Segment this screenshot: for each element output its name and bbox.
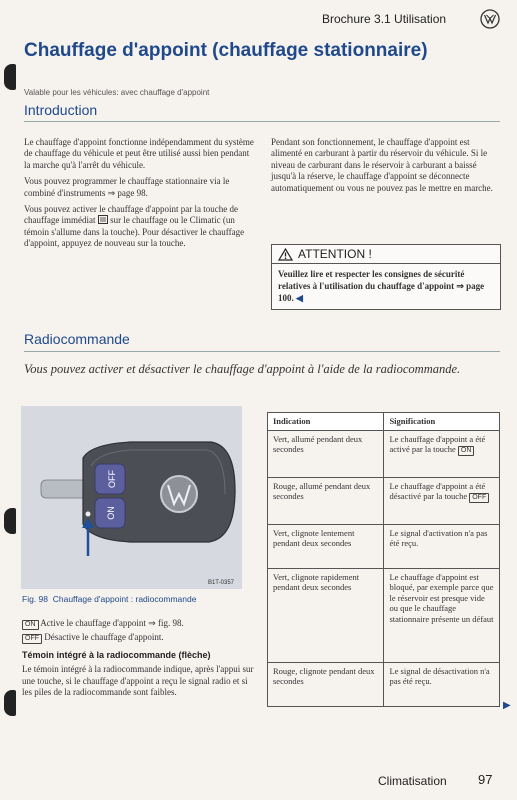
table-cell-signification	[384, 430, 500, 477]
warning-triangle-icon	[278, 248, 293, 261]
page-title: Chauffage d'appoint (chauffage stationnaire)	[24, 40, 428, 61]
intro-right-column	[271, 137, 500, 199]
intro-rule	[24, 121, 500, 122]
validity-note: Valable pour les véhicules: avec chauffage d'appoint	[24, 88, 210, 97]
table-cell-signification: Le chauffage d'appoint est bloqué, par exemple parce que le réservoir est presque vide ou que le chauffage stationnaire présente un défaut	[384, 568, 500, 662]
warning-header	[272, 245, 500, 264]
continue-arrow-icon: ▶	[503, 700, 511, 711]
radio-left-column	[22, 618, 254, 704]
table-row	[268, 662, 500, 706]
table-cell-indication: Vert, clignote lentement pendant deux secondes	[268, 524, 384, 568]
table-row	[268, 430, 500, 477]
table-cell-indication: Rouge, clignote pendant deux secondes	[268, 662, 384, 706]
intro-paragraph-3a: Vous pouvez activer le chauffage d'appoint par la touche de chauffage immédiat	[24, 204, 238, 226]
table-header-row	[268, 413, 500, 431]
on-key-icon: ON	[22, 620, 39, 630]
margin-marker-2	[4, 508, 16, 534]
table-row	[268, 568, 500, 662]
radio-heading: Radiocommande	[24, 331, 130, 347]
svg-text:ON: ON	[106, 506, 116, 520]
off-key-line	[22, 632, 254, 644]
svg-text:OFF: OFF	[107, 470, 117, 488]
on-key-text: Active le chauffage d'appoint ⇒ fig. 98.	[40, 618, 184, 628]
remote-control-illustration	[21, 406, 242, 589]
table-row	[268, 524, 500, 568]
radio-rule	[24, 351, 500, 352]
intro-paragraph-2: Vous pouvez programmer le chauffage stationnaire via le combiné d'instruments ⇒ page 98.	[24, 176, 230, 198]
figure-number: Fig. 98	[22, 594, 48, 604]
figure-caption-text: Chauffage d'appoint : radiocommande	[52, 594, 197, 604]
signification-text: Le chauffage d'appoint a été activé par la touche	[389, 433, 486, 454]
table-header-signification: Signification	[384, 413, 500, 431]
table-row	[268, 477, 500, 524]
margin-marker	[4, 64, 16, 90]
table-cell-indication: Vert, allumé pendant deux secondes	[268, 430, 384, 477]
on-key-line	[22, 618, 254, 630]
table-cell-signification: Le signal d'activation n'a pas été reçu.	[384, 524, 500, 568]
figure-caption	[22, 594, 196, 604]
header-title: Brochure 3.1 Utilisation	[322, 12, 447, 26]
intro-paragraph-3b: sur le chauffage ou le Climatic (un témoin s'allume dans la touche). Pour désactiver le chauffage d'appoint, appuyez de nouveau sur la touche.	[24, 215, 245, 249]
signification-text: Le chauffage d'appoint a été désactivé par la touche	[389, 480, 486, 501]
footer-section: Climatisation	[378, 774, 447, 788]
indicator-body: Le témoin intégré à la radiocommande indique, après l'appui sur une touche, si le chauffage d'appoint a reçu le signal radio et si les piles de la radiocommande sont faibles.	[22, 664, 254, 698]
table-cell-indication: Vert, clignote rapidement pendant deux secondes	[268, 568, 384, 662]
warning-text	[272, 264, 500, 309]
margin-marker-3	[4, 690, 16, 716]
heater-key-icon	[98, 215, 108, 224]
intro-heading: Introduction	[24, 102, 98, 118]
intro-paragraph-1: Le chauffage d'appoint fonctionne indépendamment du système de chauffage du véhicule et peut être utilisé aussi bien pendant la marche qu'à l'arrêt du véhicule.	[24, 137, 254, 170]
intro-right-paragraph: Pendant son fonctionnement, le chauffage d'appoint est alimenté en carburant à partir du réservoir du véhicule. Si le niveau de carburant dans le réservoir à carburant a baissé jusqu'à la réserve, le chauffage d'appoint se déconnecte automatiquement ou vous ne pouvez pas le mettre en marche.	[271, 137, 493, 193]
warning-title: ATTENTION !	[298, 247, 372, 261]
off-key-icon: OFF	[22, 634, 42, 644]
page-number: 97	[478, 772, 493, 787]
remote-control-figure	[21, 406, 242, 589]
indicator-table	[267, 412, 500, 707]
table-cell-signification: Le signal de désactivation n'a pas été reçu.	[384, 662, 500, 706]
table-cell-indication: Rouge, allumé pendant deux secondes	[268, 477, 384, 524]
indicator-subheading: Témoin intégré à la radiocommande (flèche)	[22, 650, 211, 660]
vw-logo-icon	[480, 9, 500, 29]
intro-paragraph-3	[24, 204, 256, 250]
figure-code: B1T-0357	[207, 580, 234, 586]
end-of-section-icon: ◀	[296, 293, 303, 303]
warning-text-content: Veuillez lire et respecter les consignes de sécurité relatives à l'utilisation du chauffage d'appoint ⇒ page 100.	[278, 269, 485, 303]
warning-box	[271, 244, 501, 310]
off-key-text: Désactive le chauffage d'appoint.	[44, 632, 164, 642]
table-header-indication: Indication	[268, 413, 384, 431]
off-key-icon: OFF	[469, 493, 489, 503]
on-key-icon: ON	[458, 446, 475, 456]
table-cell-signification	[384, 477, 500, 524]
intro-left-column	[24, 137, 256, 255]
radio-lead: Vous pouvez activer et désactiver le chauffage d'appoint à l'aide de la radiocommande.	[24, 362, 461, 376]
